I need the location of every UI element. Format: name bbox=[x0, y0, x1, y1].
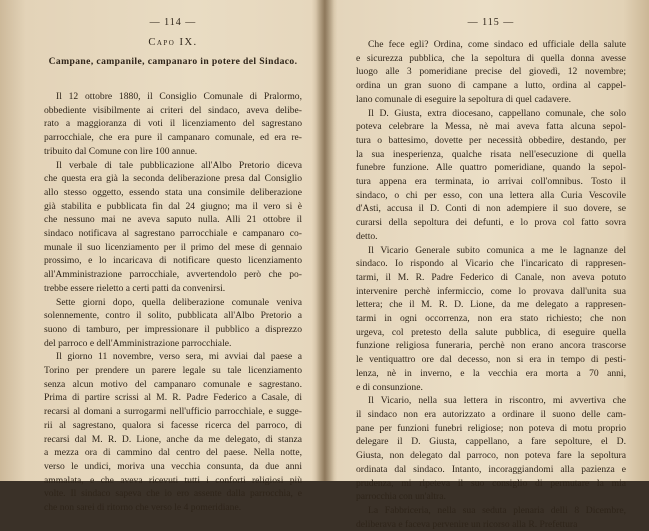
text-line: Prima di partire scrissi al M. R. Padre Federico a Casale, di bbox=[44, 392, 302, 404]
right-page-text bbox=[356, 38, 626, 531]
text-line: e di consunzione. bbox=[356, 381, 423, 393]
text-line: la sua inesperienza, qualche risata nell'esecuzione di quella bbox=[356, 148, 626, 160]
text-line: suono di tamburo, per impressionare il pubblico a disprezzo bbox=[44, 323, 302, 335]
text-line: luogo alle 3 pomeridiane precise del giovedì, 12 novembre; bbox=[356, 66, 626, 78]
page-number: — 114 — bbox=[149, 17, 197, 28]
text-line: d'Asti, accusa il D. Conti di non adempiere il suo dovere, se bbox=[356, 203, 626, 215]
text-line: tarmi in ogni occorrenza, non era stato richiesto; che non bbox=[356, 313, 626, 325]
text-line: e sicurezza pubblica, che la sepoltura di quella donna avesse bbox=[356, 52, 626, 64]
text-line: ordinata dal sindaco. Intanto, incoraggiandomi alla pazienza e bbox=[356, 463, 626, 475]
left-page-text bbox=[44, 90, 302, 515]
text-line: sindaco, o chi per esso, con una lettera alla Curia Vescovile bbox=[356, 189, 626, 201]
chapter-heading: Capo IX. bbox=[148, 37, 198, 48]
book-gutter bbox=[316, 0, 334, 481]
page-number: — 115 — bbox=[467, 17, 515, 28]
text-line: recarsi al domani a surrogarmi nell'ufficio parrocchiale, e sugge- bbox=[44, 406, 302, 418]
text-line: sindaco notificava al sagrestano parrocchiale e campanaro co- bbox=[44, 228, 302, 240]
text-line: Il giorno 11 novembre, verso sera, mi avviai dal paese a bbox=[56, 351, 302, 363]
chapter-title: Campane, campanile, campanaro in potere del Sindaco. bbox=[48, 56, 298, 67]
text-line: Il Vicario, nella sua lettera in riscontro, mi avvertiva che bbox=[368, 395, 626, 407]
text-line: il sindaco non era autorizzato a ordinare il suono delle cam- bbox=[356, 408, 626, 420]
text-line: che non sarei di ritorno che verso le 4 pomeridiane. bbox=[44, 502, 242, 514]
text-line: le ventiquattro ore dal decesso, non si era in tempo di pesti- bbox=[356, 354, 626, 366]
text-line: all'Amministrazione parrocchiale, avvertendolo però che po- bbox=[44, 269, 302, 281]
text-line: trebbe essere rieletto a certi patti da convenirsi. bbox=[44, 282, 226, 294]
text-line: Che fece egli? Ordina, come sindaco ed ufficiale della salute bbox=[368, 39, 626, 50]
text-line: prudenza, mi ripeteva il suo consiglio di permutare la mia bbox=[356, 477, 626, 489]
text-line: delegare il D. Giusta, cappellano, a fare sepolture, el D. bbox=[356, 436, 626, 448]
text-line: ordina un gran suono di campane a lutto, ordina al cappel- bbox=[356, 80, 626, 92]
text-line: sindaco. Io rispondo al Vicario che l'incaricato di rappresen- bbox=[356, 258, 626, 270]
text-line: curarsi della sepoltura dei defunti, e lo prova col fatto sovra bbox=[356, 217, 626, 229]
text-line: Giusta, non delegato dal parroco, non poteva fare la sepoltura bbox=[356, 450, 626, 462]
text-line: del parroco e dell'Amministrazione parrocchiale. bbox=[44, 337, 232, 349]
text-line: lettera; che il M. R. D. Lione, da me delegato a rappresen- bbox=[356, 299, 626, 311]
text-line: tura appena era terminata, io arrivai coll'omnibus. Tosto il bbox=[356, 176, 626, 188]
text-line: tribuito dal Comune con lire 100 annue. bbox=[44, 145, 198, 157]
text-line: rato a maggioranza di voti il licenziamento del sagrestano bbox=[44, 118, 302, 130]
text-line: poteva celebrare la Messa, nè mai aveva fatta alcuna sepol- bbox=[356, 121, 626, 133]
right-page bbox=[356, 0, 626, 530]
text-line: già stabilita e pubblicata fin dal 24 giugno; ma il vero si è bbox=[44, 200, 302, 212]
text-line: allo stesso oggetto, essendo stata una consimile deliberazione bbox=[44, 186, 302, 198]
text-line: funebre funzione. Alle quattro pomeridiane, quando la sepol- bbox=[356, 162, 626, 174]
text-line: verso le undici, moriva una vecchia consunta, da due anni bbox=[44, 460, 302, 472]
text-line: solennemente, contro il solito, pubblicata all'Albo Pretorio a bbox=[44, 310, 302, 322]
text-line: lano comunale di eseguire la sepoltura di quel cadavere. bbox=[356, 93, 571, 105]
left-page bbox=[44, 0, 302, 514]
text-line: a mezza ora di cammino dal centro del paese. Nella notte, bbox=[44, 447, 302, 459]
text-line: recarsi dal M. R. D. Lione, anche da me delegato, di stanza bbox=[44, 433, 302, 445]
text-line: senza alcun motivo del campanaro comunale e sagrestano. bbox=[44, 378, 302, 390]
text-line: Torino per prendere un parere legale su tale licenziamento bbox=[44, 365, 302, 377]
text-line: urgeva, col pretesto della salute pubblica, di eseguire quella bbox=[356, 326, 626, 338]
text-line: ammalata, e che aveva ricevuti tutti i conforti religiosi più bbox=[44, 474, 302, 486]
text-line: Il 12 ottobre 1880, il Consiglio Comunale di Pralormo, bbox=[56, 91, 302, 102]
text-line: volte. Il sindaco sapeva che io ero assente dalla parrocchia, e bbox=[44, 488, 302, 500]
text-line: lenza, nè in inverno, e la vecchia era morta a 70 anni, bbox=[356, 367, 626, 379]
text-line: detto. bbox=[356, 230, 378, 242]
text-line: Sette giorni dopo, quella deliberazione comunale veniva bbox=[56, 296, 302, 308]
text-line: tura o battesimo, dovette per necessità obbedire, destando, per bbox=[356, 134, 626, 146]
text-line: Il Vicario Generale subito comunica a me le lagnanze del bbox=[368, 244, 626, 256]
text-line: funzione religiosa funeraria, perchè non erano ancora trascorse bbox=[356, 340, 626, 352]
text-line: Il D. Giusta, extra diocesano, cappellano comunale, che solo bbox=[368, 107, 626, 119]
text-line: parrocchiale, che era pure il campanaro comunale, ed era re- bbox=[44, 132, 302, 144]
text-line: che questa era già la seconda deliberazione presa dal Consiglio bbox=[44, 173, 302, 185]
text-line: obbediente visibilmente ai criteri del sindaco, aveva delibe- bbox=[44, 104, 302, 116]
text-line: munale il suo licenziamento per il primo del mese di gennaio bbox=[44, 241, 302, 253]
text-line: tarmi, il M. R. Padre Federico di Canale, non aveva potuto bbox=[356, 271, 626, 283]
text-line: deliberava e faceva pervenire un ricorso alla R. Prefettura bbox=[356, 518, 578, 530]
text-line: pane per funzioni funebri religiose; non poteva di motu proprio bbox=[356, 422, 626, 434]
text-line: che nessuno mai ne aveva saputo nulla. Alli 21 ottobre il bbox=[44, 214, 302, 226]
text-line: Il verbale di tale pubblicazione all'Albo Pretorio diceva bbox=[56, 159, 302, 171]
text-line: intervenire perchè infermiccio, come lo provava dall'unita sua bbox=[356, 285, 626, 297]
text-line: rii al sagrestano, qualora si facesse ricerca del parroco, di bbox=[44, 419, 302, 431]
text-line: prossimo, e lo incaricava di notificare questo licenziamento bbox=[44, 255, 302, 267]
text-line: La Fabbriceria, nella sua seduta plenaria delli 8 Dicembre, bbox=[368, 504, 626, 516]
text-line: parrocchia con un'altra. bbox=[356, 491, 446, 503]
